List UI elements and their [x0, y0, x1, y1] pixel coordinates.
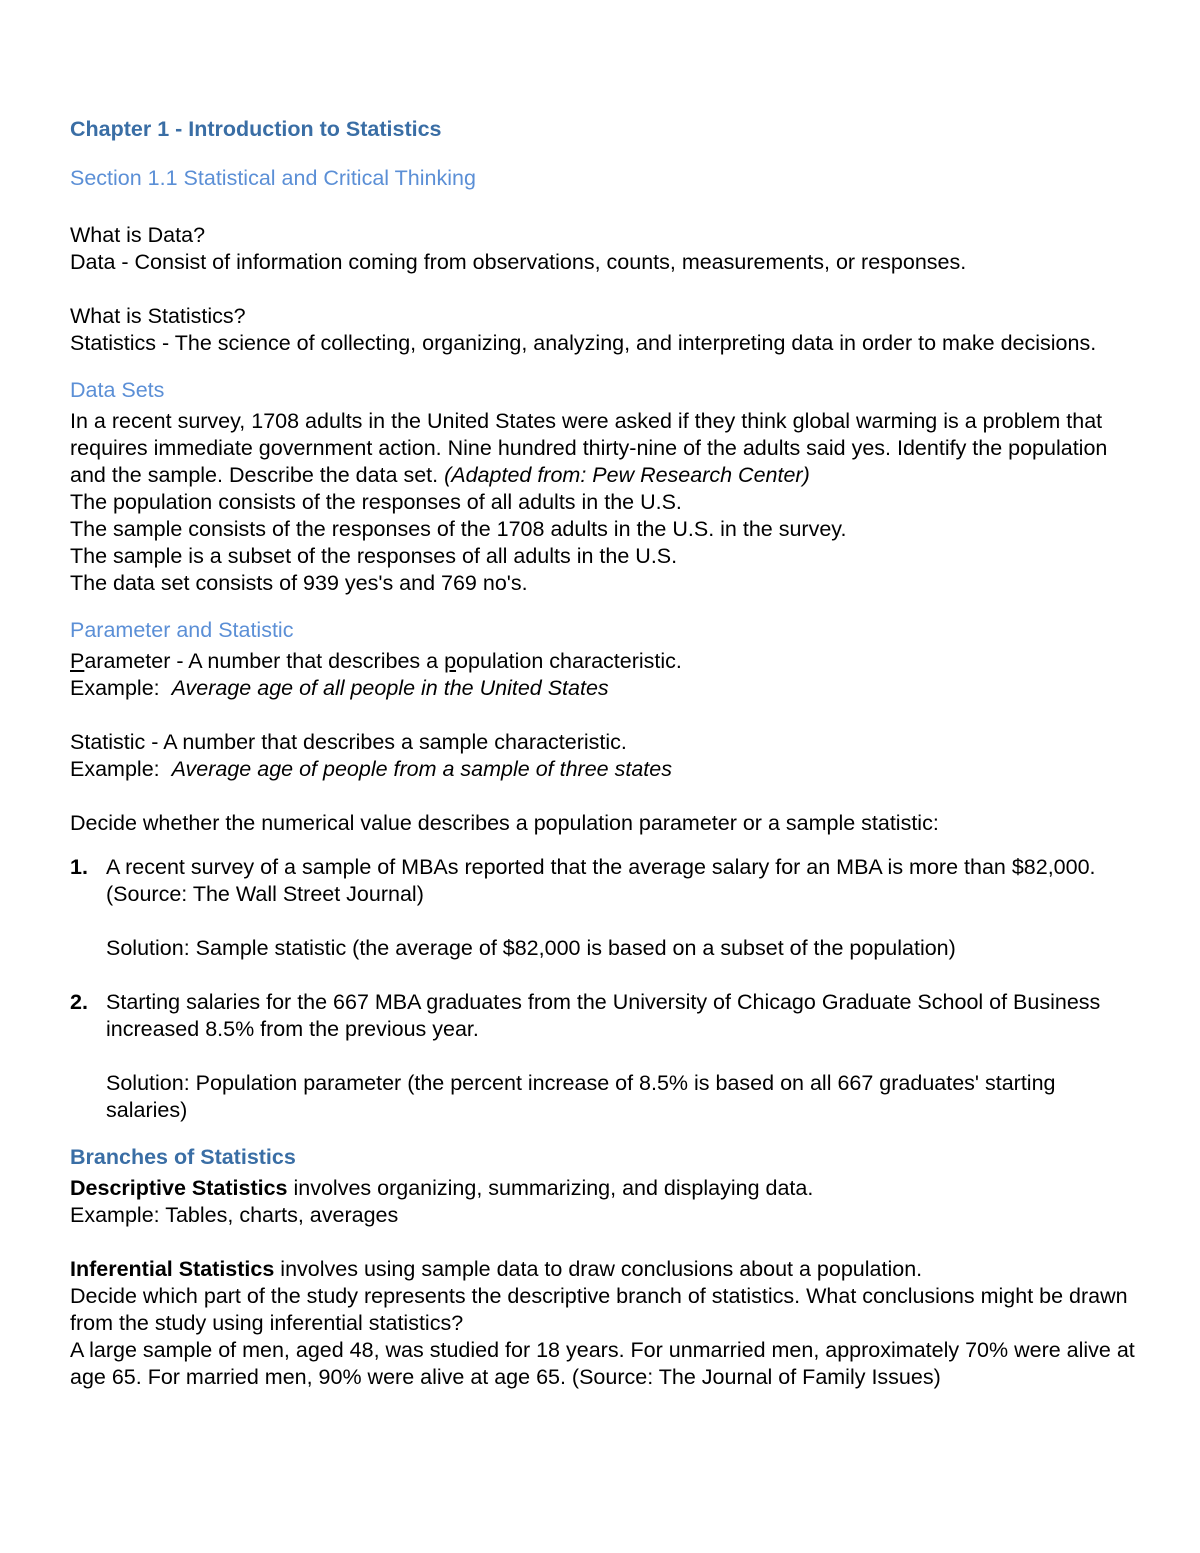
question-number: 1. [70, 855, 88, 879]
descriptive-example-text: Tables, charts, averages [165, 1203, 399, 1227]
descriptive-term: Descriptive Statistics [70, 1176, 288, 1200]
parameter-example [70, 675, 1140, 702]
question-solution: Solution: Sample statistic (the average of $82,000 is based on a subset of the population) [106, 936, 956, 960]
statistics-question: What is Statistics? [70, 304, 246, 328]
inferential-rest: involves using sample data to draw conclusions about a population. [274, 1257, 923, 1281]
question-list [70, 854, 1140, 1124]
parameter-p: P [70, 649, 85, 673]
data-sets-heading: Data Sets [70, 378, 165, 402]
data-question: What is Data? [70, 223, 206, 247]
descriptive-example-label: Example: [70, 1203, 166, 1227]
branches-heading: Branches of Statistics [70, 1145, 296, 1169]
data-sets-line-dataset: The data set consists of 939 yes's and 769 no's. [70, 571, 528, 595]
statistic-example-text: Average age of people from a sample of three states [171, 757, 672, 781]
data-sets-problem [70, 408, 1140, 489]
question-number: 2. [70, 990, 88, 1014]
section-title: Section 1.1 Statistical and Critical Thinking [70, 166, 476, 190]
parameter-definition [70, 648, 1140, 675]
data-sets-problem-text: In a recent survey, 1708 adults in the United States were asked if they think global warming is a problem that requires immediate government action. Nine hundred thirty-nine of the adults said yes. Identify the population and the sample. Describe the data set. [70, 409, 1108, 487]
list-item [70, 989, 1140, 1124]
question-solution: Solution: Population parameter (the percent increase of 8.5% is based on all 667 graduates' starting salaries) [106, 1071, 1056, 1122]
chapter-title: Chapter 1 - Introduction to Statistics [70, 117, 442, 141]
parameter-p2: p [444, 649, 457, 673]
parameter-example-text: Average age of all people in the United States [171, 676, 609, 700]
parameter-def-part2: opulation characteristic. [456, 649, 682, 673]
document-page [70, 116, 1140, 1391]
decide-prompt: Decide whether the numerical value describes a population parameter or a sample statistic: [70, 811, 939, 835]
statistic-example [70, 756, 1140, 783]
descriptive-rest: involves organizing, summarizing, and displaying data. [287, 1176, 814, 1200]
statistics-definition: Statistics - The science of collecting, organizing, analyzing, and interpreting data in order to make decisions. [70, 331, 1097, 355]
parameter-def-part1: arameter - A number that describes a [84, 649, 445, 673]
descriptive-example [70, 1202, 1140, 1229]
statistic-example-label: Example: [70, 757, 160, 781]
list-item [70, 854, 1140, 962]
branches-study: A large sample of men, aged 48, was studied for 18 years. For unmarried men, approximately 70% were alive at age 65. For married men, 90% were alive at age 65. (Source: The Journal of Family Issues) [70, 1338, 1135, 1389]
data-sets-source: (Adapted from: Pew Research Center) [444, 463, 810, 487]
parameter-example-label: Example: [70, 676, 160, 700]
inferential-term: Inferential Statistics [70, 1257, 275, 1281]
question-text: A recent survey of a sample of MBAs reported that the average salary for an MBA is more than $82,000. (Source: The Wall Street Journal) [106, 855, 1096, 906]
data-sets-line-sample: The sample consists of the responses of the 1708 adults in the U.S. in the survey. [70, 517, 847, 541]
inferential-definition [70, 1256, 1140, 1283]
branches-question: Decide which part of the study represents the descriptive branch of statistics. What conclusions might be drawn from the study using inferential statistics? [70, 1284, 1128, 1335]
question-text: Starting salaries for the 667 MBA graduates from the University of Chicago Graduate School of Business increased 8.5% from the previous year. [106, 990, 1101, 1041]
data-sets-line-subset: The sample is a subset of the responses of all adults in the U.S. [70, 544, 678, 568]
param-stat-heading: Parameter and Statistic [70, 618, 294, 642]
data-definition: Data - Consist of information coming from observations, counts, measurements, or responses. [70, 250, 967, 274]
data-sets-line-population: The population consists of the responses of all adults in the U.S. [70, 490, 682, 514]
descriptive-definition [70, 1175, 1140, 1202]
statistic-definition: Statistic - A number that describes a sample characteristic. [70, 730, 627, 754]
